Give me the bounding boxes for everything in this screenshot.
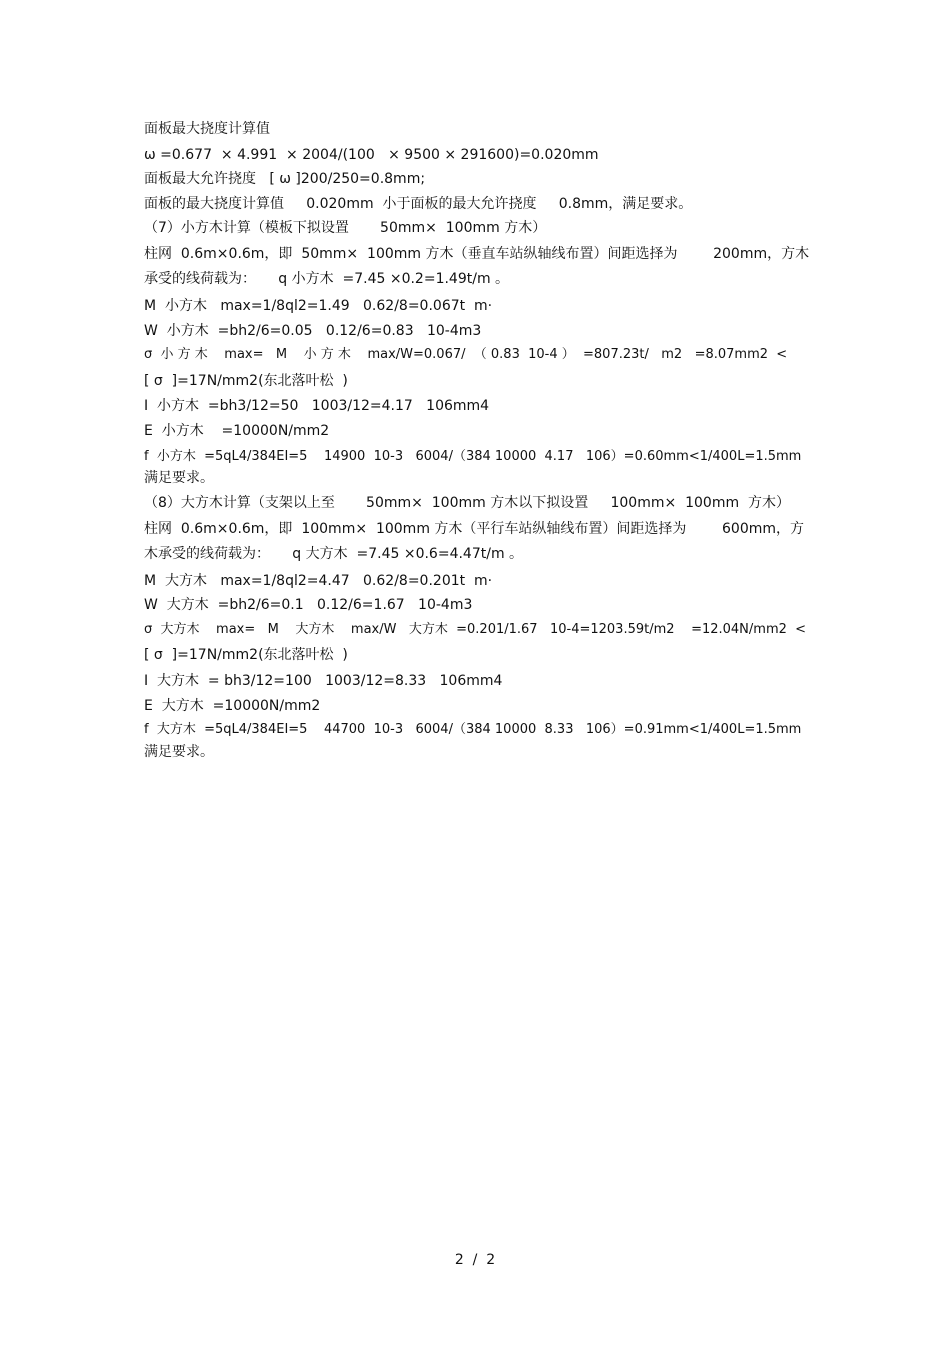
text-line: σ 大方木 max= M 大方木 max/W 大方木 =0.201/1.67 10-4=1203.59t/m2 =12.04N/mm2 < (144, 622, 807, 637)
text-line: f 大方木 =5qL4/384EI=5 44700 10-3 6004/（384 10000 8.33 106）=0.91mm<1/400L=1.5mm (144, 722, 802, 737)
text-line: f 小方木 =5qL4/384EI=5 14900 10-3 6004/（384 10000 4.17 106）=0.60mm<1/400L=1.5mm (144, 449, 802, 464)
text-line: 承受的线荷载为： q 小方木 =7.45 ×0.2=1.49t/m 。 (144, 271, 510, 287)
text-line: M 小方木 max=1/8ql2=1.49 0.62/8=0.067t m· (144, 298, 493, 314)
text-line: 柱网 0.6m×0.6m，即 100mm× 100mm 方木（平行车站纵轴线布置）间距选择为 600mm，方 (144, 521, 805, 537)
text-line: I 小方木 =bh3/12=50 1003/12=4.17 106mm4 (144, 398, 490, 414)
text-line: 面板的最大挠度计算值 0.020mm 小于面板的最大允许挠度 0.8mm，满足要求。 (144, 196, 693, 212)
text-line: 面板最大允许挠度 [ ω ]200/250=0.8mm; (144, 171, 426, 187)
text-line: E 小方木 =10000N/mm2 (144, 423, 330, 439)
text-line: 木承受的线荷载为： q 大方木 =7.45 ×0.6=4.47t/m 。 (144, 546, 524, 562)
page-number: 2 / 2 (454, 1252, 496, 1268)
text-line: I 大方木 = bh3/12=100 1003/12=8.33 106mm4 (144, 673, 503, 689)
text-line: [ σ ]=17N/mm2(东北落叶松 ) (144, 373, 348, 389)
text-line: 柱网 0.6m×0.6m，即 50mm× 100mm 方木（垂直车站纵轴线布置）间距选择为 200mm，方木 (144, 246, 810, 262)
text-line: M 大方木 max=1/8ql2=4.47 0.62/8=0.201t m· (144, 573, 493, 589)
text-line: σ 小 方 木 max= M 小 方 木 max/W=0.067/ （ 0.83 10-4 ） =807.23t/ m2 =8.07mm2 < (144, 347, 788, 362)
text-line: W 大方木 =bh2/6=0.1 0.12/6=1.67 10-4m3 (144, 597, 473, 613)
text-line: ω =0.677 × 4.991 × 2004/(100 × 9500 × 291600)=0.020mm (144, 147, 599, 163)
text-line: 面板最大挠度计算值 (144, 121, 270, 137)
text-line: 满足要求。 (144, 744, 214, 760)
section-heading: （8）大方木计算（支架以上至 50mm× 100mm 方木以下拟设置 100mm× 100mm 方木） (144, 495, 791, 511)
text-line: [ σ ]=17N/mm2(东北落叶松 ) (144, 647, 348, 663)
text-line: W 小方木 =bh2/6=0.05 0.12/6=0.83 10-4m3 (144, 323, 482, 339)
section-heading: （7）小方木计算（模板下拟设置 50mm× 100mm 方木） (144, 220, 547, 236)
text-line: E 大方木 =10000N/mm2 (144, 698, 321, 714)
text-line: 满足要求。 (144, 470, 214, 486)
